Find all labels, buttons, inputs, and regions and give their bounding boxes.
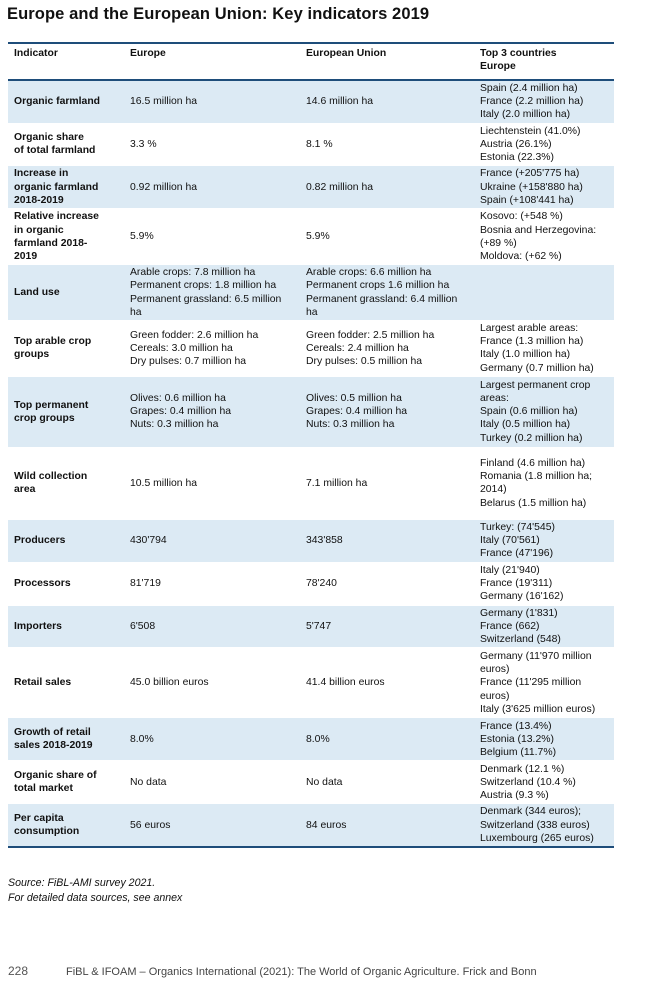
- header-indicator: Indicator: [8, 43, 124, 80]
- cell-indicator: Wild collection area: [8, 447, 124, 519]
- cell-top-3-countries: Germany (11'970 million euros) France (11'295 million euros) Italy (3'625 million euros): [474, 648, 614, 718]
- cell-top-3-countries: Kosovo: (+548 %) Bosnia and Herzegovina: (+89 %) Moldova: (+62 %): [474, 209, 614, 265]
- cell-top-3-countries: Largest permanent crop areas: Spain (0.6 million ha) Italy (0.5 million ha) Turkey (0.2 million ha): [474, 376, 614, 447]
- cell-european-union: 5.9%: [300, 209, 474, 265]
- cell-europe: 45.0 billion euros: [124, 648, 300, 718]
- cell-indicator: Relative increase in organic farmland 2018- 2019: [8, 209, 124, 265]
- key-indicators-table: [8, 42, 614, 848]
- cell-top-3-countries: Liechtenstein (41.0%) Austria (26.1%) Estonia (22.3%): [474, 123, 614, 166]
- cell-indicator: Importers: [8, 605, 124, 648]
- cell-european-union: 14.6 million ha: [300, 80, 474, 123]
- table-row: [8, 123, 614, 166]
- cell-european-union: 5'747: [300, 605, 474, 648]
- cell-indicator: Per capita consumption: [8, 804, 124, 847]
- cell-european-union: 78'240: [300, 562, 474, 605]
- cell-europe: Green fodder: 2.6 million ha Cereals: 3.0 million ha Dry pulses: 0.7 million ha: [124, 321, 300, 377]
- table-row: [8, 562, 614, 605]
- table-row: [8, 761, 614, 804]
- cell-indicator: Organic share of total market: [8, 761, 124, 804]
- cell-top-3-countries: [474, 265, 614, 321]
- table-header-row: [8, 43, 614, 80]
- table-row: [8, 718, 614, 761]
- cell-european-union: Arable crops: 6.6 million ha Permanent crops 1.6 million ha Permanent grassland: 6.4 million ha: [300, 265, 474, 321]
- cell-europe: Olives: 0.6 million ha Grapes: 0.4 million ha Nuts: 0.3 million ha: [124, 376, 300, 447]
- page-number: 228: [8, 964, 29, 978]
- cell-european-union: Olives: 0.5 million ha Grapes: 0.4 million ha Nuts: 0.3 million ha: [300, 376, 474, 447]
- cell-indicator: Top arable crop groups: [8, 321, 124, 377]
- citation: FiBL & IFOAM – Organics International (2021): The World of Organic Agriculture. Frick and Bonn: [66, 966, 537, 978]
- cell-europe: Arable crops: 7.8 million ha Permanent crops: 1.8 million ha Permanent grassland: 6.5 million ha: [124, 265, 300, 321]
- cell-european-union: 343'858: [300, 519, 474, 562]
- cell-european-union: 8.1 %: [300, 123, 474, 166]
- cell-europe: 430'794: [124, 519, 300, 562]
- cell-european-union: 7.1 million ha: [300, 447, 474, 519]
- table-row: [8, 265, 614, 321]
- cell-indicator: Processors: [8, 562, 124, 605]
- table-row: [8, 80, 614, 123]
- cell-top-3-countries: France (13.4%) Estonia (13.2%) Belgium (11.7%): [474, 718, 614, 761]
- cell-indicator: Top permanent crop groups: [8, 376, 124, 447]
- table-row: [8, 376, 614, 447]
- table-row: [8, 447, 614, 519]
- page-footer: [8, 964, 537, 978]
- cell-europe: 0.92 million ha: [124, 166, 300, 209]
- cell-europe: 5.9%: [124, 209, 300, 265]
- cell-europe: 81'719: [124, 562, 300, 605]
- cell-european-union: 41.4 billion euros: [300, 648, 474, 718]
- cell-top-3-countries: France (+205'775 ha) Ukraine (+158'880 ha) Spain (+108'441 ha): [474, 166, 614, 209]
- cell-indicator: Increase in organic farmland 2018-2019: [8, 166, 124, 209]
- source-note: Source: FiBL-AMI survey 2021. For detailed data sources, see annex: [8, 877, 183, 904]
- cell-indicator: Retail sales: [8, 648, 124, 718]
- cell-europe: 6'508: [124, 605, 300, 648]
- cell-top-3-countries: Finland (4.6 million ha) Romania (1.8 million ha; 2014) Belarus (1.5 million ha): [474, 447, 614, 519]
- table-row: [8, 804, 614, 847]
- cell-europe: 10.5 million ha: [124, 447, 300, 519]
- cell-top-3-countries: Spain (2.4 million ha) France (2.2 million ha) Italy (2.0 million ha): [474, 80, 614, 123]
- cell-top-3-countries: Largest arable areas: France (1.3 million ha) Italy (1.0 million ha) Germany (0.7 million ha): [474, 321, 614, 377]
- cell-european-union: Green fodder: 2.5 million ha Cereals: 2.4 million ha Dry pulses: 0.5 million ha: [300, 321, 474, 377]
- page-title: Europe and the European Union: Key indicators 2019: [7, 5, 430, 23]
- cell-europe: 56 euros: [124, 804, 300, 847]
- header-europe: Europe: [124, 43, 300, 80]
- cell-europe: No data: [124, 761, 300, 804]
- cell-top-3-countries: Italy (21'940) France (19'311) Germany (16'162): [474, 562, 614, 605]
- cell-indicator: Organic farmland: [8, 80, 124, 123]
- header-european-union: European Union: [300, 43, 474, 80]
- cell-top-3-countries: Denmark (344 euros); Switzerland (338 euros) Luxembourg (265 euros): [474, 804, 614, 847]
- table-row: [8, 209, 614, 265]
- cell-european-union: 8.0%: [300, 718, 474, 761]
- cell-indicator: Land use: [8, 265, 124, 321]
- header-top-3-countries: Top 3 countries Europe: [474, 43, 614, 80]
- table-row: [8, 605, 614, 648]
- cell-europe: 3.3 %: [124, 123, 300, 166]
- table-row: [8, 166, 614, 209]
- cell-europe: 16.5 million ha: [124, 80, 300, 123]
- table-row: [8, 519, 614, 562]
- cell-european-union: 84 euros: [300, 804, 474, 847]
- table-row: [8, 321, 614, 377]
- cell-indicator: Producers: [8, 519, 124, 562]
- cell-top-3-countries: Germany (1'831) France (662) Switzerland (548): [474, 605, 614, 648]
- table-row: [8, 648, 614, 718]
- cell-european-union: 0.82 million ha: [300, 166, 474, 209]
- cell-top-3-countries: Turkey: (74'545) Italy (70'561) France (47'196): [474, 519, 614, 562]
- cell-european-union: No data: [300, 761, 474, 804]
- cell-top-3-countries: Denmark (12.1 %) Switzerland (10.4 %) Austria (9.3 %): [474, 761, 614, 804]
- cell-indicator: Growth of retail sales 2018-2019: [8, 718, 124, 761]
- cell-indicator: Organic share of total farmland: [8, 123, 124, 166]
- cell-europe: 8.0%: [124, 718, 300, 761]
